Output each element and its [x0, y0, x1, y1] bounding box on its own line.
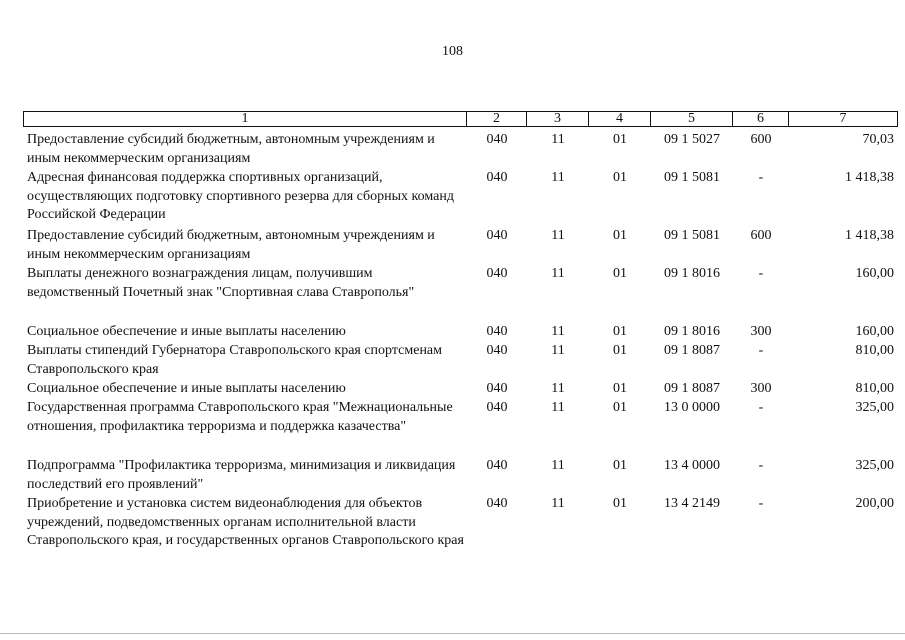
row-amount: 325,00: [855, 400, 894, 415]
row-code-subsection: 01: [613, 324, 627, 339]
row-code-section: 11: [551, 400, 565, 415]
row-code-expense-type: -: [758, 400, 764, 415]
table-row: [23, 323, 898, 342]
row-code-target: 09 1 5081: [664, 228, 720, 243]
row-code-target: 09 1 8087: [664, 343, 720, 358]
row-description: Подпрограмма "Профилактика терроризма, минимизация и ликвидация последствий его проявлений": [27, 458, 456, 492]
row-description: Социальное обеспечение и иные выплаты населению: [27, 324, 346, 339]
row-amount: 1 418,38: [845, 170, 894, 185]
header-col-5: 5: [651, 111, 733, 127]
table-row: [23, 131, 898, 168]
table-row: [23, 169, 898, 225]
row-code-section: 11: [551, 496, 565, 511]
table-row: [23, 399, 898, 436]
row-amount: 325,00: [855, 458, 894, 473]
row-code-section: 11: [551, 170, 565, 185]
row-code-expense-type: 600: [750, 228, 772, 243]
row-code-section: 11: [551, 266, 565, 281]
row-code-ministry: 040: [486, 400, 508, 415]
row-code-subsection: 01: [613, 132, 627, 147]
row-code-ministry: 040: [486, 228, 508, 243]
row-code-ministry: 040: [486, 458, 508, 473]
row-amount: 810,00: [855, 381, 894, 396]
row-code-expense-type: -: [758, 458, 764, 473]
row-code-section: 11: [551, 343, 565, 358]
row-amount: 70,03: [862, 132, 894, 147]
header-col-2: 2: [467, 111, 527, 127]
row-code-ministry: 040: [486, 381, 508, 396]
row-description: Государственная программа Ставропольского края "Межнациональные отношения, профилактика терроризма и поддержка казачества": [27, 400, 453, 434]
row-code-target: 13 4 0000: [664, 458, 720, 473]
row-code-target: 09 1 5081: [664, 170, 720, 185]
row-code-ministry: 040: [486, 324, 508, 339]
row-description: Приобретение и установка систем видеонаблюдения для объектов учреждений, подведомственных органам исполнительной власти Ставропольского края, и государственных органов Ставропольского края: [27, 496, 464, 548]
row-code-expense-type: -: [758, 496, 764, 511]
scan-edge-line: [0, 633, 905, 634]
row-code-target: 09 1 5027: [664, 132, 720, 147]
header-col-4: 4: [589, 111, 651, 127]
row-amount: 160,00: [855, 266, 894, 281]
table-row: [23, 342, 898, 379]
row-code-section: 11: [551, 458, 565, 473]
row-code-ministry: 040: [486, 266, 508, 281]
row-code-ministry: 040: [486, 132, 508, 147]
row-code-target: 13 0 0000: [664, 400, 720, 415]
row-amount: 1 418,38: [845, 228, 894, 243]
page-number: 108: [442, 44, 463, 59]
row-code-subsection: 01: [613, 458, 627, 473]
row-code-subsection: 01: [613, 228, 627, 243]
row-code-section: 11: [551, 324, 565, 339]
row-code-expense-type: -: [758, 170, 764, 185]
table-row: [23, 457, 898, 494]
table-header: [23, 111, 898, 127]
row-code-expense-type: -: [758, 343, 764, 358]
table-row: [23, 227, 898, 264]
row-code-target: 09 1 8016: [664, 266, 720, 281]
row-code-subsection: 01: [613, 400, 627, 415]
row-description: Выплаты денежного вознаграждения лицам, получившим ведомственный Почетный знак "Спортивная слава Ставрополья": [27, 266, 415, 300]
row-code-section: 11: [551, 132, 565, 147]
header-col-7: 7: [789, 111, 898, 127]
row-code-expense-type: -: [758, 266, 764, 281]
row-description: Адресная финансовая поддержка спортивных организаций, осуществляющих подготовку спортивного резерва для сборных команд Российской Федерации: [27, 170, 454, 222]
table-row: [23, 380, 898, 399]
row-description: Социальное обеспечение и иные выплаты населению: [27, 381, 346, 396]
row-code-expense-type: 300: [750, 324, 772, 339]
table-row: [23, 265, 898, 302]
row-amount: 200,00: [855, 496, 894, 511]
row-code-subsection: 01: [613, 266, 627, 281]
row-code-subsection: 01: [613, 496, 627, 511]
header-col-3: 3: [527, 111, 589, 127]
row-code-target: 09 1 8016: [664, 324, 720, 339]
row-description: Предоставление субсидий бюджетным, автономным учреждениям и иным некоммерческим организациям: [27, 132, 435, 166]
row-amount: 160,00: [855, 324, 894, 339]
table-row: [23, 495, 898, 551]
row-code-ministry: 040: [486, 343, 508, 358]
row-code-section: 11: [551, 228, 565, 243]
row-code-ministry: 040: [486, 496, 508, 511]
row-code-subsection: 01: [613, 381, 627, 396]
row-amount: 810,00: [855, 343, 894, 358]
row-code-target: 09 1 8087: [664, 381, 720, 396]
row-code-target: 13 4 2149: [664, 496, 720, 511]
header-col-6: 6: [733, 111, 789, 127]
row-description: Выплаты стипендий Губернатора Ставропольского края спортсменам Ставропольского края: [27, 343, 443, 377]
row-code-section: 11: [551, 381, 565, 396]
row-code-subsection: 01: [613, 170, 627, 185]
row-code-subsection: 01: [613, 343, 627, 358]
row-code-expense-type: 300: [750, 381, 772, 396]
header-col-1: 1: [23, 111, 467, 127]
row-code-ministry: 040: [486, 170, 508, 185]
row-code-expense-type: 600: [750, 132, 772, 147]
row-description: Предоставление субсидий бюджетным, автономным учреждениям и иным некоммерческим организациям: [27, 228, 435, 262]
